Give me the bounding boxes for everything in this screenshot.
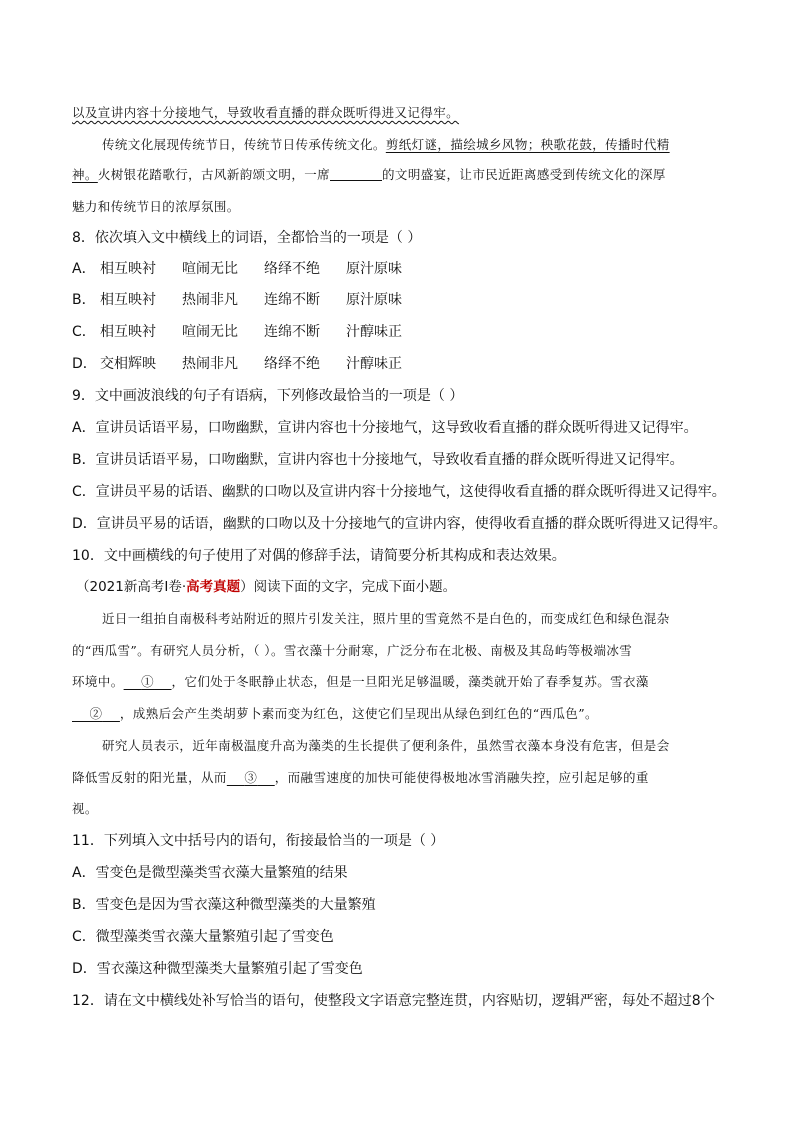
question-10-stem: 10．文中画横线的句子使用了对偶的修辞手法，请简要分析其构成和表达效果。 [72,548,566,564]
exam-tag: 高考真题 [186,579,241,595]
question-9-stem: 9．文中画波浪线的句子有语病，下列修改最恰当的一项是（ ） [72,388,464,404]
blank-3: ③ [244,770,258,785]
passage-line: 神。火树银花踏歌行，古风新韵颂文明，一席 的文明盛宴，让市民近距离感受到传统文化的深厚 [72,167,666,182]
passage-line: 环境中。 ① ，它们处于冬眠静止状态，但是一旦阳光足够温暖，藻类就开始了春季复苏。雪衣藻 [72,674,649,689]
q9-option-a[interactable]: A．宣讲员话语平易，口吻幽默，宣讲内容也十分接地气，这导致收看直播的群众既听得进又记得牢。 [72,420,698,436]
passage-line: ② ，成熟后会产生类胡萝卜素而变为红色，这使它们呈现出从绿色到红色的“西瓜色”。 [72,704,598,724]
q9-option-d[interactable]: D．宣讲员平易的话语，幽默的口吻以及十分接地气的宣讲内容，使得收看直播的群众既听得进又记得牢。 [72,516,727,532]
blank-1: ① [141,674,155,689]
wavy-underlined-sentence: 以及宣讲内容十分接地气，导致收看直播的群众既听得进又记得牢。 [72,105,460,120]
passage-line: 近日一组拍自南极科考站附近的照片引发关注，照片里的雪竟然不是白色的，而变成红色和绿色混杂 [102,611,670,626]
q8-option-a[interactable]: A． 相互映衬 喧闹无比 络绎不绝 原汁原味 [72,261,402,277]
q8-option-b[interactable]: B． 相互映衬 热闹非凡 连绵不断 原汁原味 [72,292,402,308]
q9-option-c[interactable]: C．宣讲员平易的话语、幽默的口吻以及宣讲内容十分接地气，这使得收看直播的群众既听得进又记得牢。 [72,484,726,500]
passage-line: 魅力和传统节日的浓厚氛围。 [72,199,240,214]
q9-option-b[interactable]: B．宣讲员话语平易，口吻幽默，宣讲内容也十分接地气，导致收看直播的群众既听得进又记得牢。 [72,452,684,468]
passage-line: 视。 [72,801,98,816]
fill-blank [330,166,382,181]
q11-option-d[interactable]: D．雪衣藻这种微型藻类大量繁殖引起了雪变色 [72,961,363,977]
underlined-sentence: 剪纸灯谜，描绘城乡风物；秧歌花鼓，传播时代精 [385,137,670,152]
question-12-stem: 12．请在文中横线处补写恰当的语句，使整段文字语意完整连贯，内容贴切，逻辑严密，每处不超过8个 [72,993,715,1009]
question-11-stem: 11．下列填入文中括号内的语句，衔接最恰当的一项是（ ） [72,833,445,849]
q11-option-a[interactable]: A．雪变色是微型藻类雪衣藻大量繁殖的结果 [72,865,348,881]
underlined-sentence: 神。 [72,167,98,182]
q11-option-c[interactable]: C．微型藻类雪衣藻大量繁殖引起了雪变色 [72,929,334,945]
q8-option-d[interactable]: D． 交相辉映 热闹非凡 络绎不绝 汁醇味正 [72,356,402,372]
blank-2: ② [89,706,103,721]
passage-line: 的“西瓜雪”。有研究人员分析，（ ）。雪衣藻十分耐寒，广泛分布在北极、南极及其岛屿等极端冰雪 [72,643,633,658]
q8-option-c[interactable]: C． 相互映衬 喧闹无比 连绵不断 汁醇味正 [72,324,402,340]
q11-option-b[interactable]: B．雪变色是因为雪衣藻这种微型藻类的大量繁殖 [72,897,376,913]
passage-line [72,103,459,123]
question-8-stem: 8．依次填入文中横线上的词语，全都恰当的一项是（ ） [72,230,422,246]
passage-line: 降低雪反射的阳光量，从而 ③ ，而融雪速度的加快可能使得极地冰雪消融失控，应引起足够的重 [72,770,649,785]
passage-line: 传统文化展现传统节日，传统节日传承传统文化。剪纸灯谜，描绘城乡风物；秧歌花鼓，传播时代精 [102,137,670,152]
source-line: （2021新高考Ⅰ卷·高考真题）阅读下面的文字，完成下面小题。 [76,579,457,595]
passage-line: 研究人员表示，近年南极温度升高为藻类的生长提供了便利条件，虽然雪衣藻本身没有危害，但是会 [102,738,670,753]
